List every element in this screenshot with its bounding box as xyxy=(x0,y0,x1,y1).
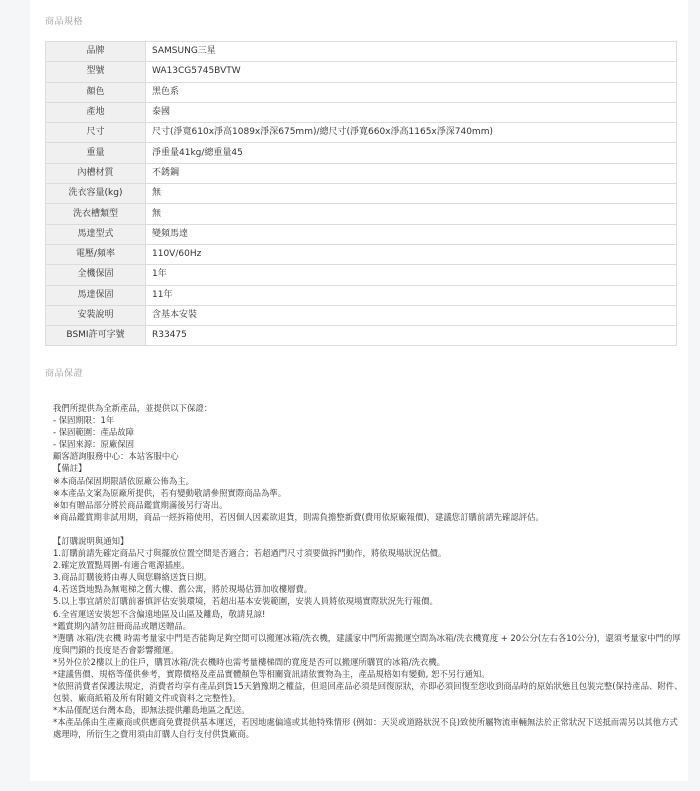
customer-service-center: 顧客諮詢服務中心：本站客服中心 xyxy=(53,451,179,462)
specs-section-title: 商品規格 xyxy=(45,17,84,27)
order-note-item: 6.全省運送安裝恕不含偏遠地區及山區及離島，敬請見諒! xyxy=(53,608,266,619)
spec-value: 泰國 xyxy=(146,102,677,122)
spec-label: 產地 xyxy=(46,102,146,122)
spec-table xyxy=(45,41,677,346)
spec-label: 型號 xyxy=(46,62,146,82)
spec-value: 110V/60Hz xyxy=(146,244,677,264)
spec-value: 11年 xyxy=(146,285,677,305)
order-note-item: *另外位於2樓以上的住戶，購買冰箱/洗衣機時也需考量樓梯間的寬度是否可以搬運所購買的冰箱/洗衣機。 xyxy=(53,656,446,667)
spec-label: 尺寸 xyxy=(46,123,146,143)
order-note-item: *本品僅配送台灣本島，即無法提供離島地區之配送。 xyxy=(53,705,250,716)
remark-item: ※如有贈品部分將於商品鑑賞期滿後另行寄出。 xyxy=(53,499,228,510)
spec-value: 不銹鋼 xyxy=(146,163,677,183)
spec-label: 內槽材質 xyxy=(46,163,146,183)
spec-label: 洗衣槽類型 xyxy=(46,204,146,224)
warranty-source: - 保固來源：原廠保固 xyxy=(53,439,135,450)
order-note-item: 5.以上事宜請於訂購前審慎評估安裝環境，若超出基本安裝範圍，安裝人員將依現場實際狀況先行報價。 xyxy=(53,596,438,607)
table-row xyxy=(46,224,677,244)
spec-value: 無 xyxy=(146,204,677,224)
remark-item: ※商品鑑賞期非試用期，商品一經拆箱使用，若因個人因素欲退貨，則需負擔整新費(費用依原廠報價)，建議您訂購前請先確認評估。 xyxy=(53,511,544,522)
spec-value: 無 xyxy=(146,184,677,204)
spec-value: 變頻馬達 xyxy=(146,224,677,244)
table-row xyxy=(46,82,677,102)
table-row xyxy=(46,204,677,224)
table-row xyxy=(46,184,677,204)
order-note-item: 2.確定放置點周圍-有適合電源插座。 xyxy=(53,560,190,571)
spec-label: 電壓/頻率 xyxy=(46,244,146,264)
spec-label: 安裝說明 xyxy=(46,305,146,325)
spec-value: 含基本安裝 xyxy=(146,305,677,325)
order-note-item: *選購 冰箱/洗衣機 時需考量家中門是否能夠足夠空間可以搬運冰箱/洗衣機，建議家中門所需搬運空間為冰箱/洗衣機寬度 + 20公分(左右各10公分)，還須考量家中門的厚度與門鎖的長度是否會影響搬運。 xyxy=(53,632,681,655)
warranty-intro-line: 我們所提供為全新產品，並提供以下保證： xyxy=(53,403,213,413)
table-row xyxy=(46,265,677,285)
order-notes-heading: 【訂購說明與通知】 xyxy=(53,535,129,546)
remark-item: ※本商品保固期限請依原廠公佈為主。 xyxy=(53,475,195,486)
spec-value: WA13CG5745BVTW xyxy=(146,62,677,82)
order-note-item: 4.若送貨地點為無電梯之舊大樓、舊公寓，將於現場估算加收樓層費。 xyxy=(53,584,313,595)
spec-label: 洗衣容量(kg) xyxy=(46,184,146,204)
order-note-item: *本產品係由生產廠商或供應商免費提供基本運送，若因地處偏遠或其他特殊情形 (例如：天災或道路狀況不良)致使所屬物流車輛無法於正常狀況下送抵而需另以其他方式處理時，所衍生之費用須由訂購人自行支付供貨廠商。 xyxy=(53,717,678,740)
spec-label: 馬達型式 xyxy=(46,224,146,244)
spec-value: 黑色系 xyxy=(146,82,677,102)
table-row xyxy=(46,143,677,163)
spec-value: 1年 xyxy=(146,265,677,285)
spec-value: 淨重量41kg/總重量45 xyxy=(146,143,677,163)
spec-label: 重量 xyxy=(46,143,146,163)
order-note-item: *建議售價、規格等僅供參考，實際價格及產品實體顏色等相關資訊請依實物為主，產品規格如有變動, 恕不另行通知。 xyxy=(53,668,490,679)
warranty-text-block xyxy=(53,402,683,741)
spec-value: R33475 xyxy=(146,326,677,346)
remarks-heading: 【備註】 xyxy=(53,463,87,474)
spec-label: 全機保固 xyxy=(46,265,146,285)
order-note-item: 1.訂購前請先確定商品尺寸與擺放位置空間是否適合；若超過門尺寸須要做拆門動作，將依現場狀況估價。 xyxy=(53,548,447,559)
table-row xyxy=(46,326,677,346)
spec-value: 尺寸(淨寬610x淨高1089x淨深675mm)/總尺寸(淨寬660x淨高1165x淨深740mm) xyxy=(146,123,677,143)
table-row xyxy=(46,123,677,143)
order-note-item: *鑑賞期內請勿註冊商品或贈送贈品。 xyxy=(53,620,192,631)
table-row xyxy=(46,305,677,325)
table-row xyxy=(46,42,677,62)
spec-value: SAMSUNG三星 xyxy=(146,42,677,62)
spec-label: 品牌 xyxy=(46,42,146,62)
table-row xyxy=(46,102,677,122)
warranty-period: - 保固期限：1年 xyxy=(53,415,115,426)
order-note-item: 3.商品訂購後將由專人與您聯絡送貨日期。 xyxy=(53,572,212,583)
table-row xyxy=(46,285,677,305)
table-row xyxy=(46,244,677,264)
table-row xyxy=(46,163,677,183)
spec-label: 顏色 xyxy=(46,82,146,102)
order-note-item: *依照消費者保護法規定，消費者均享有產品到貨15天猶豫期之權益，但退回產品必須是回復原狀，亦即必須回復至您收到商品時的原始狀態且包裝完整(保持產品、附件、包裝、廠商紙箱及所有附隨文件或資料之完整性)。 xyxy=(53,681,683,704)
table-row xyxy=(46,62,677,82)
warranty-scope: - 保固範圍：產品故障 xyxy=(53,427,135,438)
warranty-section-title: 商品保證 xyxy=(45,369,84,379)
spec-label: BSMI許可字號 xyxy=(46,326,146,346)
remark-item: ※本產品文案為原廠所提供，若有變動敬請參照實際商品為準。 xyxy=(53,487,287,498)
spec-label: 馬達保固 xyxy=(46,285,146,305)
